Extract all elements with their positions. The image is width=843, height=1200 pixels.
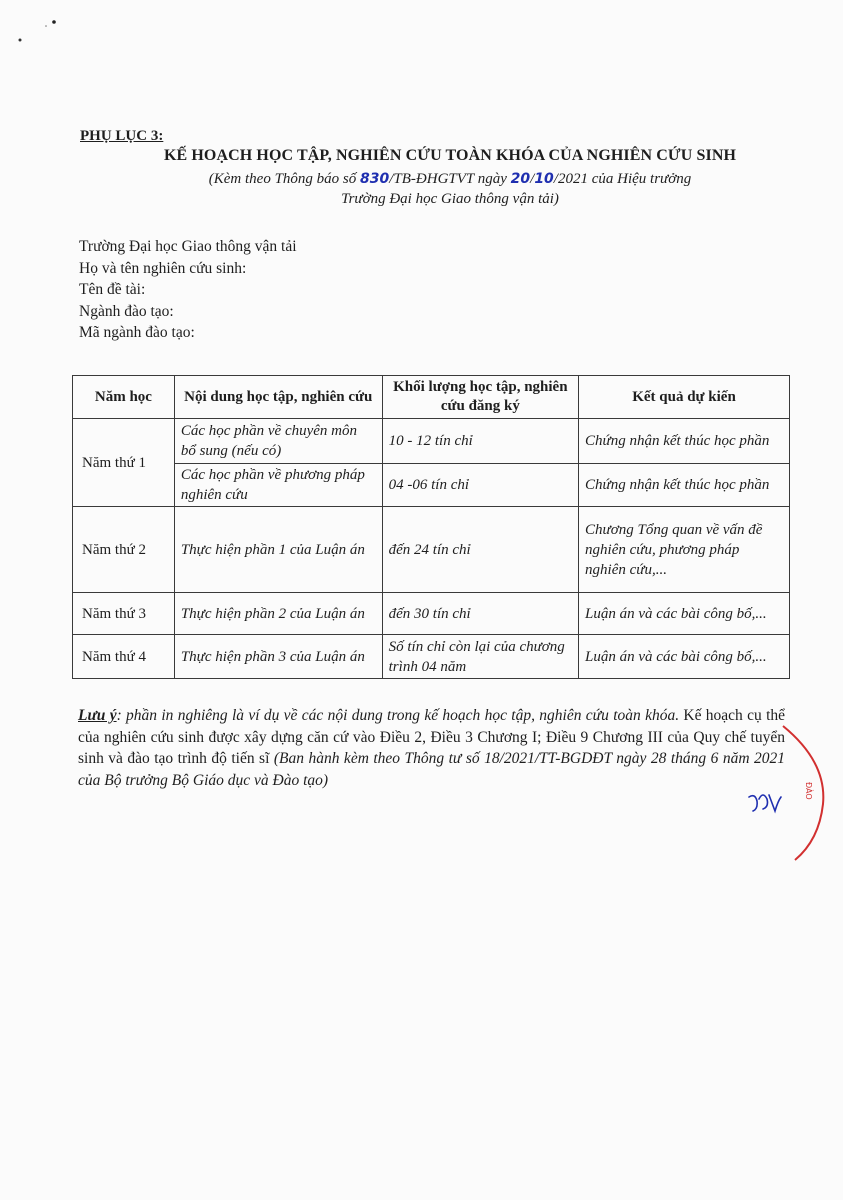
year-cell: Năm thứ 1	[73, 419, 175, 507]
note-paragraph	[78, 705, 785, 791]
major-line: Ngành đào tạo:	[79, 302, 174, 320]
content-cell: Các học phần về chuyên môn bổ sung (nếu có)	[174, 419, 382, 464]
credits-cell: 04 -06 tín chỉ	[382, 464, 578, 507]
appendix-title: PHỤ LỤC 3:	[80, 128, 164, 144]
handwritten-day: 20	[510, 171, 531, 187]
handwritten-number: 830	[360, 171, 390, 187]
subtitle-sep: /	[530, 171, 535, 187]
table-row	[73, 635, 790, 679]
content-cell: Thực hiện phần 2 của Luận án	[174, 593, 382, 635]
year-cell: Năm thứ 3	[73, 593, 175, 635]
student-info	[79, 236, 297, 344]
credits-cell: Số tín chỉ còn lại của chương trình 04 năm	[382, 635, 578, 679]
header-year: Năm học	[73, 376, 175, 419]
content-cell: Thực hiện phần 1 của Luận án	[174, 507, 382, 593]
major-code-line: Mã ngành đào tạo:	[79, 324, 195, 341]
header-result: Kết quả dự kiến	[579, 376, 790, 419]
year-cell: Năm thứ 2	[73, 507, 175, 593]
credits-cell: 10 - 12 tín chỉ	[382, 419, 578, 464]
result-cell: Chứng nhận kết thúc học phần	[579, 419, 790, 464]
note-italic: : phần in nghiêng là ví dụ về các nội dung trong kế hoạch học tập, nghiên cứu toàn khóa.	[116, 707, 680, 724]
result-cell: Luận án và các bài công bố,...	[579, 635, 790, 679]
subtitle-prefix: (Kèm theo Thông báo số	[208, 171, 361, 187]
result-cell: Chứng nhận kết thúc học phần	[579, 464, 790, 507]
signature-initials	[745, 787, 785, 817]
table-row	[73, 507, 790, 593]
credits-cell: đến 30 tín chỉ	[382, 593, 578, 635]
main-title: KẾ HOẠCH HỌC TẬP, NGHIÊN CỨU TOÀN KHÓA CỦA NGHIÊN CỨU SINH	[163, 147, 737, 164]
subtitle-line-2: Trường Đại học Giao thông vận tải)	[341, 191, 559, 207]
header-credits: Khối lượng học tập, nghiên cứu đăng ký	[382, 376, 578, 419]
header-content: Nội dung học tập, nghiên cứu	[174, 376, 382, 419]
note-italic-end: (Ban hành kèm theo Thông tư số 18/2021/TT-BGDĐT ngày 28 tháng 6 năm 2021 của Bộ trưởng Bộ Giáo dục và Đào tạo)	[78, 750, 785, 789]
handwritten-month: 10	[534, 171, 554, 187]
year-cell: Năm thứ 4	[73, 635, 175, 679]
table-header-row	[73, 376, 790, 419]
scan-specks	[18, 14, 68, 44]
result-cell: Luận án và các bài công bố,...	[579, 593, 790, 635]
table-row	[73, 419, 790, 464]
subtitle-middle: /TB-ĐHGTVT ngày	[389, 171, 511, 187]
table-row	[73, 464, 790, 507]
credits-cell: đến 24 tín chỉ	[382, 507, 578, 593]
study-plan-table	[72, 375, 790, 679]
content-cell: Các học phần về phương pháp nghiên cứu	[174, 464, 382, 507]
table-row	[73, 593, 790, 635]
content-cell: Thực hiện phần 3 của Luận án	[174, 635, 382, 679]
note-label: Lưu ý	[78, 707, 117, 724]
thesis-title-line: Tên đề tài:	[79, 281, 146, 298]
stamp-text: ĐÀO	[804, 782, 813, 800]
subtitle-line-1	[70, 169, 830, 189]
note-regular: Kế hoạch cụ thể của nghiên cứu sinh được xây dựng căn cứ vào Điều 2, Điều 3 Chương I; Điều 9 Chương III của Quy chế tuyển sinh và đào tạo trình độ tiến sĩ	[78, 707, 786, 767]
result-cell: Chương Tổng quan về vấn đề nghiên cứu, phương pháp nghiên cứu,...	[579, 507, 790, 593]
student-name-line: Họ và tên nghiên cứu sinh:	[79, 259, 247, 277]
university-line: Trường Đại học Giao thông vận tải	[79, 238, 297, 255]
subtitle-suffix: /2021 của Hiệu trưởng	[553, 171, 692, 187]
